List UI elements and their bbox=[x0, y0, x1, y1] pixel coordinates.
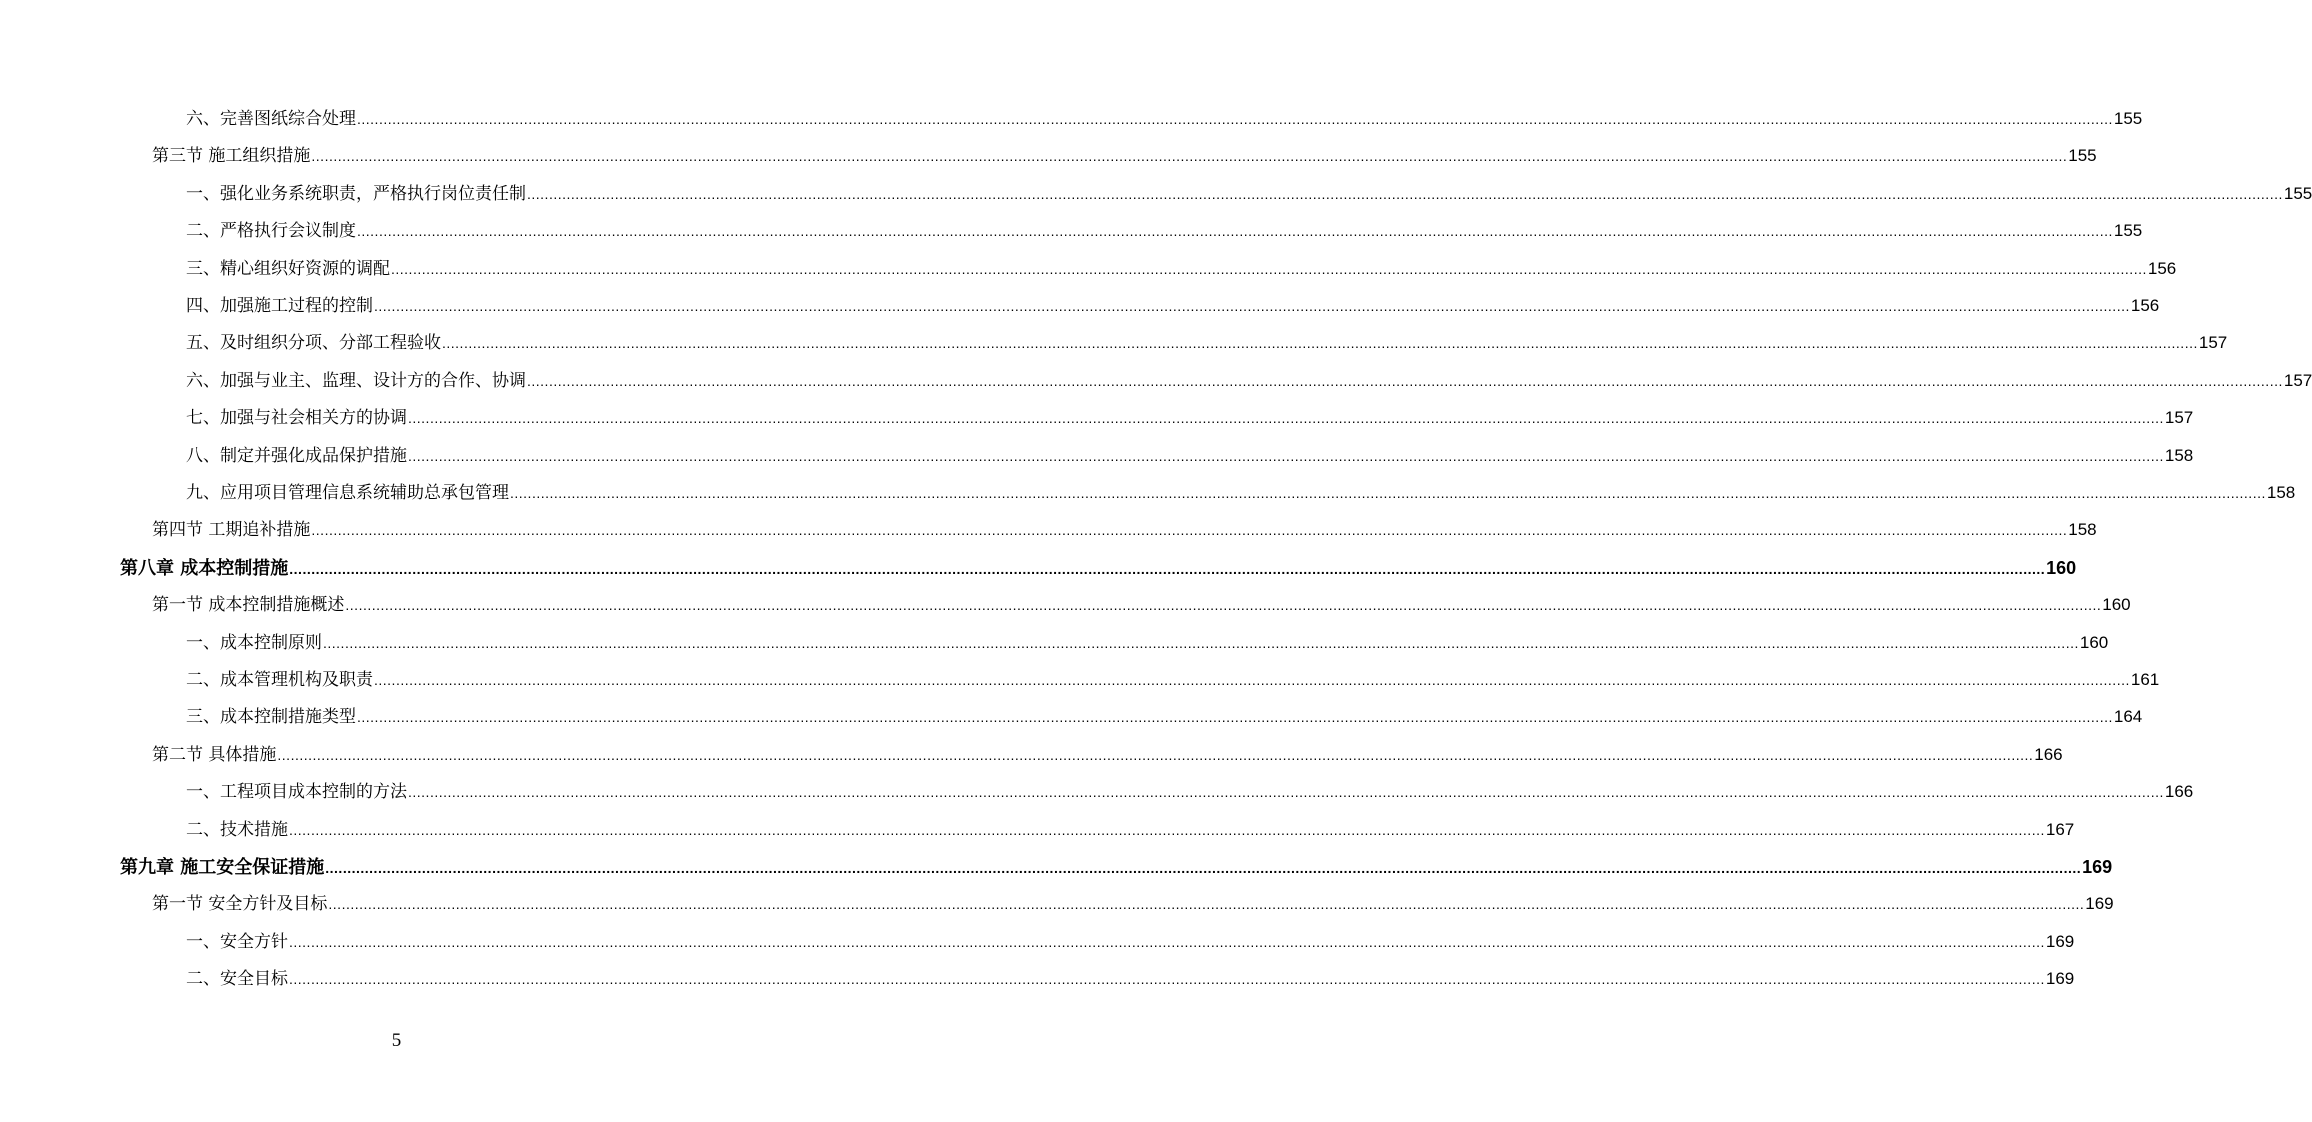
toc-entry-label: 五、及时组织分项、分部工程验收 bbox=[186, 333, 441, 354]
toc-entry-item[interactable] bbox=[186, 966, 2075, 992]
toc-dot-leader: ................................................................................................................................................................................................................................................................................................................................................................................................................ bbox=[357, 111, 2113, 127]
toc-dot-leader: ................................................................................................................................................................................................................................................................................................................................................................................................................ bbox=[357, 223, 2113, 240]
toc-entry-item[interactable] bbox=[186, 443, 2194, 469]
toc-entry-label: 第一节 安全方针及目标 bbox=[152, 894, 328, 915]
toc-entry-page: 155 bbox=[2113, 109, 2143, 128]
toc-entry-item[interactable] bbox=[186, 256, 2177, 282]
toc-entry-label: 七、加强与社会相关方的协调 bbox=[186, 408, 407, 429]
toc-dot-leader: ................................................................................................................................................................................................................................................................................................................................................................................................................ bbox=[311, 522, 2068, 539]
toc-dot-leader: ................................................................................................................................................................................................................................................................................................................................................................................................................ bbox=[527, 185, 2283, 202]
toc-dot-leader: ................................................................................................................................................................................................................................................................................................................................................................................................................ bbox=[325, 860, 2082, 876]
toc-dot-leader: ................................................................................................................................................................................................................................................................................................................................................................................................................ bbox=[328, 896, 2085, 913]
toc-entry-item[interactable] bbox=[186, 330, 2228, 356]
toc-entry-item[interactable] bbox=[186, 704, 2143, 730]
toc-entry-section[interactable] bbox=[152, 592, 2131, 618]
toc-dot-leader: ................................................................................................................................................................................................................................................................................................................................................................................................................ bbox=[311, 148, 2068, 165]
toc-entry-label: 一、成本控制原则 bbox=[186, 632, 322, 653]
toc-entry-label: 三、成本控制措施类型 bbox=[186, 707, 356, 728]
toc-entry-page: 169 bbox=[2085, 894, 2114, 914]
toc-entry-label: 八、制定并强化成品保护措施 bbox=[186, 445, 407, 466]
toc-entry-page: 164 bbox=[2113, 707, 2143, 727]
toc-entry-item[interactable] bbox=[186, 929, 2075, 955]
toc-dot-leader: ................................................................................................................................................................................................................................................................................................................................................................................................................ bbox=[289, 933, 2045, 950]
toc-entry-section[interactable] bbox=[152, 891, 2114, 917]
toc-dot-leader: ................................................................................................................................................................................................................................................................................................................................................................................................................ bbox=[408, 447, 2164, 464]
toc-entry-page: 156 bbox=[2130, 296, 2160, 315]
toc-entry-label: 第三节 施工组织措施 bbox=[152, 146, 311, 167]
toc-entry-item[interactable] bbox=[186, 630, 2109, 656]
toc-entry-label: 第四节 工期追补措施 bbox=[152, 520, 311, 541]
toc-entry-label: 六、完善图纸综合处理 bbox=[186, 109, 356, 129]
toc-entry-label: 二、成本管理机构及职责 bbox=[186, 670, 373, 690]
toc-entry-label: 二、技术措施 bbox=[186, 819, 288, 840]
toc-entry-label: 一、工程项目成本控制的方法 bbox=[186, 782, 407, 803]
toc-entry-label: 四、加强施工过程的控制 bbox=[186, 296, 373, 316]
toc-dot-leader: ................................................................................................................................................................................................................................................................................................................................................................................................................ bbox=[374, 672, 2130, 688]
toc-entry-label: 一、安全方针 bbox=[186, 931, 288, 952]
toc-dot-leader: ................................................................................................................................................................................................................................................................................................................................................................................................................ bbox=[345, 597, 2102, 614]
toc-entry-item[interactable] bbox=[186, 817, 2075, 843]
toc-entry-page: 169 bbox=[2082, 857, 2113, 877]
toc-dot-leader: ................................................................................................................................................................................................................................................................................................................................................................................................................ bbox=[277, 746, 2034, 763]
toc-dot-leader: ................................................................................................................................................................................................................................................................................................................................................................................................................ bbox=[408, 784, 2164, 801]
toc-entry-section[interactable] bbox=[152, 143, 2097, 169]
toc-entry-label: 一、强化业务系统职责，严格执行岗位责任制 bbox=[186, 183, 526, 204]
toc-entry-page: 155 bbox=[2068, 146, 2097, 166]
toc-entry-section[interactable] bbox=[152, 517, 2097, 543]
toc-entry-page: 155 bbox=[2283, 183, 2312, 203]
toc-entry-page: 161 bbox=[2130, 670, 2160, 689]
toc-dot-leader: ................................................................................................................................................................................................................................................................................................................................................................................................................ bbox=[527, 372, 2283, 389]
toc-entry-page: 158 bbox=[2164, 445, 2194, 465]
toc-entry-item[interactable] bbox=[186, 181, 2312, 207]
toc-entry-item[interactable] bbox=[186, 405, 2194, 431]
toc-dot-leader: ................................................................................................................................................................................................................................................................................................................................................................................................................ bbox=[408, 410, 2164, 427]
toc-dot-leader: ................................................................................................................................................................................................................................................................................................................................................................................................................ bbox=[357, 709, 2113, 726]
toc-entry-item[interactable] bbox=[186, 667, 2160, 693]
toc-entry-item[interactable] bbox=[186, 218, 2143, 244]
toc-dot-leader: ................................................................................................................................................................................................................................................................................................................................................................................................................ bbox=[391, 260, 2147, 277]
toc-dot-leader: ................................................................................................................................................................................................................................................................................................................................................................................................................ bbox=[442, 335, 2198, 352]
toc-entry-page: 169 bbox=[2045, 969, 2075, 989]
toc-entry-page: 157 bbox=[2164, 408, 2194, 428]
toc-entry-section[interactable] bbox=[152, 742, 2063, 768]
toc-entry-item[interactable] bbox=[186, 106, 2143, 132]
toc-entry-item[interactable] bbox=[186, 480, 2296, 506]
toc-entry-page: 160 bbox=[2079, 632, 2109, 652]
toc-entry-label: 六、加强与业主、监理、设计方的合作、协调 bbox=[186, 370, 526, 391]
toc-entry-chapter[interactable] bbox=[120, 854, 2113, 880]
toc-entry-page: 160 bbox=[2046, 557, 2077, 578]
toc-entry-page: 155 bbox=[2113, 221, 2143, 241]
toc-entry-label: 三、精心组织好资源的调配 bbox=[186, 258, 390, 279]
toc-entry-label: 第八章 成本控制措施 bbox=[120, 557, 289, 579]
toc-entry-page: 160 bbox=[2102, 595, 2131, 615]
toc-entry-page: 157 bbox=[2283, 370, 2312, 390]
toc-entry-label: 九、应用项目管理信息系统辅助总承包管理 bbox=[186, 483, 509, 503]
page-number: 5 bbox=[391, 1030, 402, 1051]
toc-entry-page: 166 bbox=[2164, 782, 2194, 802]
toc-entry-label: 二、严格执行会议制度 bbox=[186, 221, 356, 242]
toc-dot-leader: ................................................................................................................................................................................................................................................................................................................................................................................................................ bbox=[323, 634, 2079, 651]
toc-entry-item[interactable] bbox=[186, 293, 2160, 319]
toc-entry-item[interactable] bbox=[186, 779, 2194, 805]
toc-dot-leader: ................................................................................................................................................................................................................................................................................................................................................................................................................ bbox=[289, 821, 2045, 838]
toc-entry-chapter[interactable] bbox=[120, 555, 2077, 581]
toc-entry-label: 二、安全目标 bbox=[186, 969, 288, 990]
toc-entry-page: 166 bbox=[2034, 744, 2063, 764]
toc-entry-label: 第一节 成本控制措施概述 bbox=[152, 595, 345, 616]
toc-dot-leader: ................................................................................................................................................................................................................................................................................................................................................................................................................ bbox=[289, 971, 2045, 988]
toc-entry-page: 157 bbox=[2198, 333, 2228, 353]
toc-dot-leader: ................................................................................................................................................................................................................................................................................................................................................................................................................ bbox=[374, 298, 2130, 314]
toc-entry-label: 第九章 施工安全保证措施 bbox=[120, 857, 325, 878]
toc-dot-leader: ................................................................................................................................................................................................................................................................................................................................................................................................................ bbox=[289, 560, 2046, 577]
toc-entry-page: 169 bbox=[2045, 931, 2075, 951]
toc-entry-page: 167 bbox=[2045, 819, 2075, 839]
toc-entry-page: 158 bbox=[2068, 520, 2097, 540]
toc-entry-page: 158 bbox=[2266, 483, 2296, 502]
toc-entry-page: 156 bbox=[2147, 258, 2177, 278]
toc-entry-label: 第二节 具体措施 bbox=[152, 744, 277, 765]
toc-entry-item[interactable] bbox=[186, 368, 2312, 394]
toc-dot-leader: ................................................................................................................................................................................................................................................................................................................................................................................................................ bbox=[510, 485, 2266, 501]
